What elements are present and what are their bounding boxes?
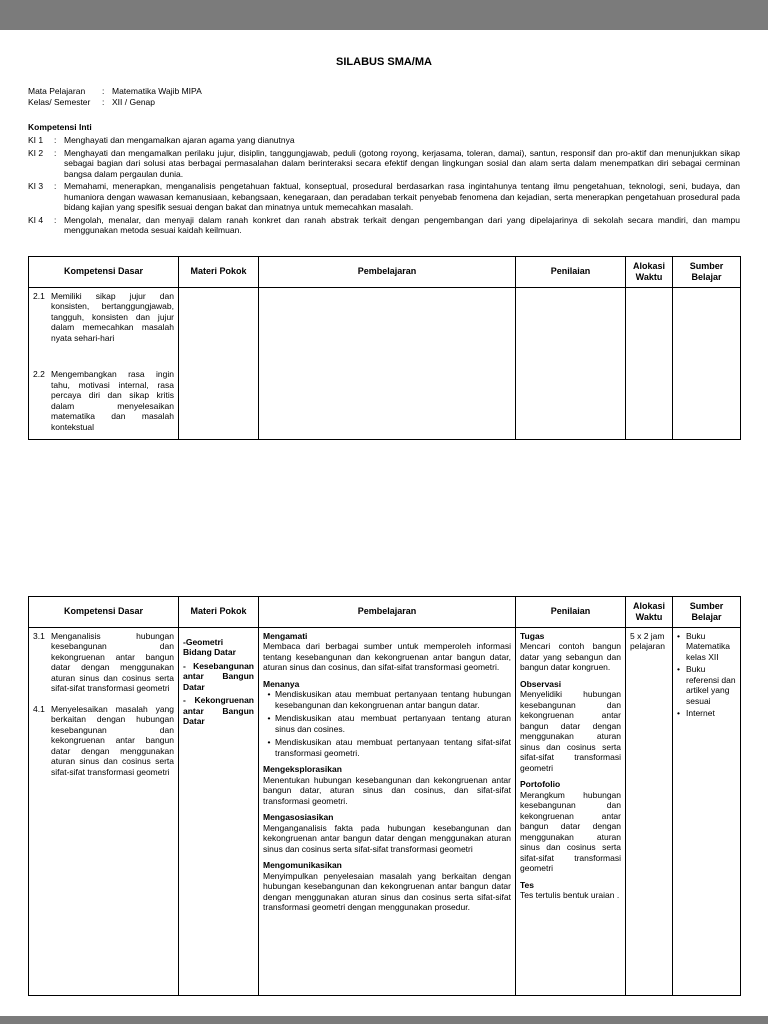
section-heading: Mengamati	[263, 630, 308, 641]
penilaian-section-tes	[520, 880, 621, 901]
bullet-item	[263, 689, 511, 710]
meta-colon: :	[102, 97, 105, 107]
kd-number: 2.2	[33, 369, 45, 379]
section-body: Membaca dari berbagai sumber untuk memperoleh informasi tentang kesebangunan dan kekongruenan antar bangun datar, aturan sinus dan cosinus, dan sifat-sifat transformasi geometri.	[263, 641, 511, 672]
cell-pembelajaran	[259, 627, 516, 995]
ki-item	[28, 135, 740, 146]
ki-item	[28, 181, 740, 213]
ki-label: KI 4	[28, 214, 44, 225]
kd-text: Mengembangkan rasa ingin tahu, motivasi internal, rasa percaya diri dan sikap kritis dalam menyelesaikan matematika dan masalah kontekstual	[51, 369, 174, 432]
table-header-row	[29, 256, 741, 287]
col-header-alokasi-waktu: Alokasi Waktu	[626, 256, 673, 287]
section-heading: Tugas	[520, 630, 545, 641]
col-header-sumber-belajar: Sumber Belajar	[673, 256, 741, 287]
meta-label: Kelas/ Semester	[28, 97, 91, 107]
bullet-text: • Mendiskusikan atau membuat pertanyaan tentang aturan sinus dan cosines.	[275, 713, 511, 734]
col-header-kompetensi-dasar: Kompetensi Dasar	[29, 256, 179, 287]
sumber-text: • Buku Matematika kelas XII	[686, 630, 730, 662]
materi-item: - Kekongruenan antar Bangun Datar	[183, 695, 254, 726]
ki-colon: :	[54, 214, 57, 225]
kd-item-3-1	[33, 631, 174, 694]
cell-sumber-belajar	[673, 627, 741, 995]
kd-number: 2.1	[33, 290, 45, 301]
section-heading: Mengasosiasikan	[263, 812, 334, 822]
pembelajaran-section-menanya	[263, 679, 511, 759]
meta-block	[28, 86, 740, 108]
sumber-text: • Internet	[686, 708, 715, 718]
kd-item-4-1	[33, 704, 174, 778]
table-header-row	[29, 596, 741, 627]
section-heading: Tes	[520, 879, 535, 890]
materi-item: - Kesebangunan antar Bangun Datar	[183, 660, 254, 692]
section-heading: Observasi	[520, 678, 562, 689]
ki-colon: :	[54, 147, 57, 158]
kompetensi-inti-heading: Kompetensi Inti	[28, 122, 92, 132]
ki-text: Menghayati dan mengamalkan ajaran agama yang dianutnya	[64, 135, 295, 145]
section-body: Menyimpulkan penyelesaian masalah yang berkaitan dengan hubungan kesebangunan dan kekongruenan antar bangun datar dengan menggunakan aturan sinus dan cosinus serta sifat-sifat transformasi geometri dengan menggunakan prosedur.	[263, 870, 511, 912]
kd-item-2-2	[33, 369, 174, 432]
ki-label: KI 2	[28, 147, 44, 158]
section-body: Menentukan hubungan kesebangunan dan kekongruenan antar bangun datar, aturan sinus dan cosinus, dan sifat-sifat transformasi geometri.	[263, 774, 511, 806]
ki-text: Menghayati dan mengamalkan perilaku jujur, disiplin, tanggungjawab, peduli (gotong royong, kerjasama, toleran, damai), santun, responsif dan pro-aktif dan menunjukkan sikap sebagai bagian dari solusi atas berbagai permasalahan dalam berinteraksi secara efektif dengan lingkungan sosial dan alam serta dalam menempatkan diri sebagai cerminan bangsa dalam pergaulan dunia.	[64, 147, 740, 179]
section-body: Mencari contoh bangun datar yang sebangun dan bangun datar kongruen.	[520, 641, 621, 672]
cell-materi-pokok-empty	[179, 287, 259, 439]
meta-label: Mata Pelajaran	[28, 86, 86, 96]
syllabus-table-2	[28, 596, 741, 996]
meta-value: XII / Genap	[112, 97, 155, 107]
ki-label: KI 1	[28, 135, 44, 145]
meta-row-mata-pelajaran	[28, 86, 740, 97]
pembelajaran-section-mengomunikasikan	[263, 860, 511, 913]
cell-alokasi-waktu-empty	[626, 287, 673, 439]
section-body: Merangkum hubungan kesebangunan dan kekongruenan antar bangun datar dengan menggunakan aturan sinus dan cosinus serta sifat-sifat transformasi geometri	[520, 789, 621, 873]
kd-text: Memiliki sikap jujur dan konsisten, bertanggungjawab, tangguh, konsisten dan jujur dalam memecahkan masalah nyata sehari-hari	[51, 290, 174, 343]
bullet-item	[263, 713, 511, 734]
syllabus-table-1	[28, 256, 741, 440]
alokasi-text: 5 x 2 jam pelajaran	[630, 630, 665, 651]
sumber-item	[677, 664, 736, 706]
sumber-text: • Buku referensi dan artikel yang sesuai	[686, 664, 736, 706]
ki-colon: :	[54, 135, 57, 145]
meta-row-kelas-semester	[28, 97, 740, 108]
meta-colon: :	[102, 86, 105, 96]
penilaian-section-tugas	[520, 631, 621, 673]
section-heading: Mengomunikasikan	[263, 860, 342, 870]
section-body: Menyelidiki hubungan kesebangunan dan kekongruenan antar bangun datar dengan menggunakan aturan sinus dan cosinus serta sifat-sifat transformasi geometri	[520, 689, 621, 773]
materi-item: -Geometri Bidang Datar	[183, 636, 236, 657]
ki-colon: :	[54, 181, 57, 191]
cell-penilaian	[516, 627, 626, 995]
cell-kompetensi-dasar	[29, 287, 179, 439]
kd-number: 4.1	[33, 703, 45, 714]
ki-text: Memahami, menerapkan, menganalisis pengetahuan faktual, konseptual, prosedural berdasarkan rasa ingintahunya tentang ilmu pengetahuan, teknologi, seni, budaya, dan humaniora dengan wawasan kemanusiaan, kebangsaan, kenegaraan, dan peradaban terkait penyebab fenomena dan kejadian, serta menerapkan pengetahuan prosedural pada bidang kajian yang spesifik sesuai dengan bakat dan minatnya untuk memecahkan masalah.	[64, 181, 740, 212]
page	[0, 30, 768, 1016]
pembelajaran-section-mengamati	[263, 631, 511, 673]
col-header-kompetensi-dasar: Kompetensi Dasar	[29, 596, 179, 627]
cell-pembelajaran-empty	[259, 287, 516, 439]
ki-text: Mengolah, menalar, dan menyaji dalam ranah konkret dan ranah abstrak terkait dengan pengembangan dari yang dipelajarinya di sekolah secara mandiri, dan mampu menggunakan metoda sesuai kaidah keilmuan.	[64, 214, 740, 235]
pembelajaran-section-mengasosiasikan	[263, 812, 511, 854]
col-header-penilaian: Penilaian	[516, 256, 626, 287]
section-heading: Menanya	[263, 678, 300, 689]
col-header-materi-pokok: Materi Pokok	[179, 256, 259, 287]
table-row	[29, 627, 741, 995]
cell-alokasi-waktu	[626, 627, 673, 995]
sumber-item	[677, 708, 736, 719]
col-header-penilaian: Penilaian	[516, 596, 626, 627]
col-header-materi-pokok: Materi Pokok	[179, 596, 259, 627]
ki-item	[28, 148, 740, 180]
ki-item	[28, 215, 740, 236]
section-body: Menganganalisis fakta pada hubungan kesebangunan dan kekongruenan antar bangun datar dengan menggunakan aturan sinus dan cosinus serta sifat-sifat transformasi geometri	[263, 822, 511, 854]
kd-text: Menyelesaikan masalah yang berkaitan dengan hubungan kesebangunan dan kekongruenan antar bangun datar dengan menggunakan aturan sinus dan cosinus serta sifat-sifat transformasi geometri	[51, 703, 174, 777]
cell-sumber-belajar-empty	[673, 287, 741, 439]
section-body: Tes tertulis bentuk uraian .	[520, 890, 620, 900]
bullet-item	[263, 737, 511, 758]
cell-materi-pokok	[179, 627, 259, 995]
kd-text: Menganalisis hubungan kesebangunan dan kekongruenan antar bangun datar dengan menggunakan aturan sinus dan cosinus serta sifat-sifat transformasi geometri	[51, 630, 174, 693]
section-heading: Mengeksplorasikan	[263, 764, 342, 774]
bullet-text: • Mendiskusikan atau membuat pertanyaan tentang hubungan kesebangunan dan kekongruenan antar bangun datar.	[275, 689, 511, 710]
kd-number: 3.1	[33, 630, 45, 641]
kd-item-2-1	[33, 291, 174, 344]
sumber-item	[677, 631, 736, 663]
bullet-text: • Mendiskusikan atau membuat pertanyaan tentang sifat-sifat transformasi geometri.	[275, 737, 511, 758]
penilaian-section-portofolio	[520, 779, 621, 874]
meta-value: Matematika Wajib MIPA	[112, 86, 202, 96]
col-header-pembelajaran: Pembelajaran	[259, 596, 516, 627]
pembelajaran-section-mengeksplorasikan	[263, 764, 511, 806]
section-heading: Portofolio	[520, 779, 561, 789]
col-header-sumber-belajar: Sumber Belajar	[673, 596, 741, 627]
page-title: SILABUS SMA/MA	[336, 56, 432, 68]
col-header-alokasi-waktu: Alokasi Waktu	[626, 596, 673, 627]
table-row	[29, 287, 741, 439]
penilaian-section-observasi	[520, 679, 621, 774]
cell-kompetensi-dasar	[29, 627, 179, 995]
ki-label: KI 3	[28, 181, 44, 191]
kompetensi-inti-section	[28, 122, 740, 236]
cell-penilaian-empty	[516, 287, 626, 439]
col-header-pembelajaran: Pembelajaran	[259, 256, 516, 287]
